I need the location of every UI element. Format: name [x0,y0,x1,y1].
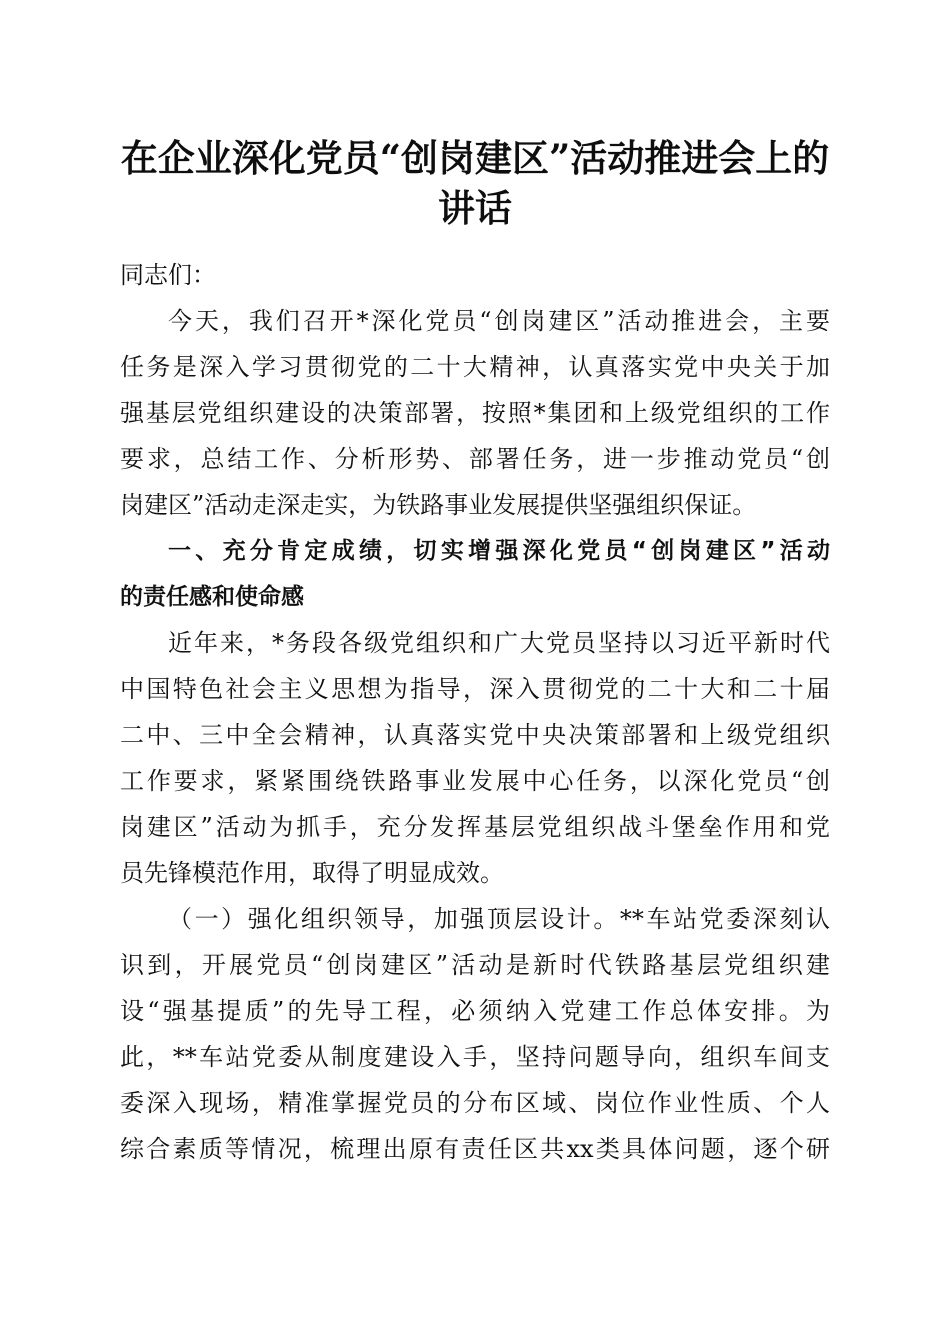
paragraph-line: 近年来，*务段各级党组织和广大党员坚持以习近平新时代 [168,629,830,657]
paragraph-line: 综合素质等情况，梳理出原有责任区共xx类具体问题，逐个研 [120,1135,830,1163]
paragraph-line: 员先锋模范作用，取得了明显成效。 [120,859,504,887]
paragraph-line: 要求，总结工作、分析形势、部署任务，进一步推动党员“创 [120,445,830,473]
paragraph-line: 岗建区”活动为抓手，充分发挥基层党组织战斗堡垒作用和党 [120,813,830,841]
paragraph-intro [120,298,830,528]
paragraph-line: 设“强基提质”的先导工程，必须纳入党建工作总体安排。为 [120,997,830,1025]
paragraph-achievements [120,620,830,896]
paragraph-line: 委深入现场，精准掌握党员的分布区域、岗位作业性质、个人 [120,1089,830,1117]
salutation: 同志们： [120,261,216,289]
paragraph-line: 此，**车站党委从制度建设入手，坚持问题导向，组织车间支 [120,1043,830,1071]
document-title-line-2: 讲话 [438,186,512,230]
paragraph-line: 强基层党组织建设的决策部署，按照*集团和上级党组织的工作 [120,399,830,427]
section-heading-1 [120,528,830,620]
paragraph-line: 工作要求，紧紧围绕铁路事业发展中心任务，以深化党员“创 [120,767,830,795]
paragraph-line: 岗建区”活动走深走实，为铁路事业发展提供坚强组织保证。 [120,491,757,519]
paragraph-line: 识到，开展党员“创岗建区”活动是新时代铁路基层党组织建 [120,951,830,979]
paragraph-organization [120,896,830,1172]
paragraph-line: 二中、三中全会精神，认真落实党中央决策部署和上级党组织 [120,721,830,749]
paragraph-line: 中国特色社会主义思想为指导，深入贯彻党的二十大和二十届 [120,675,830,703]
heading-line: 的责任感和使命感 [120,584,304,610]
heading-line: 一、充分肯定成绩，切实增强深化党员“创岗建区”活动 [168,538,830,564]
paragraph-line: （一）强化组织领导，加强顶层设计。**车站党委深刻认 [168,905,830,933]
document-body [120,252,830,1172]
document-title-line-1: 在企业深化党员“创岗建区”活动推进会上的 [120,136,830,180]
paragraph-line: 今天，我们召开*深化党员“创岗建区”活动推进会，主要 [168,307,830,335]
paragraph-line: 任务是深入学习贯彻党的二十大精神，认真落实党中央关于加 [120,353,830,381]
